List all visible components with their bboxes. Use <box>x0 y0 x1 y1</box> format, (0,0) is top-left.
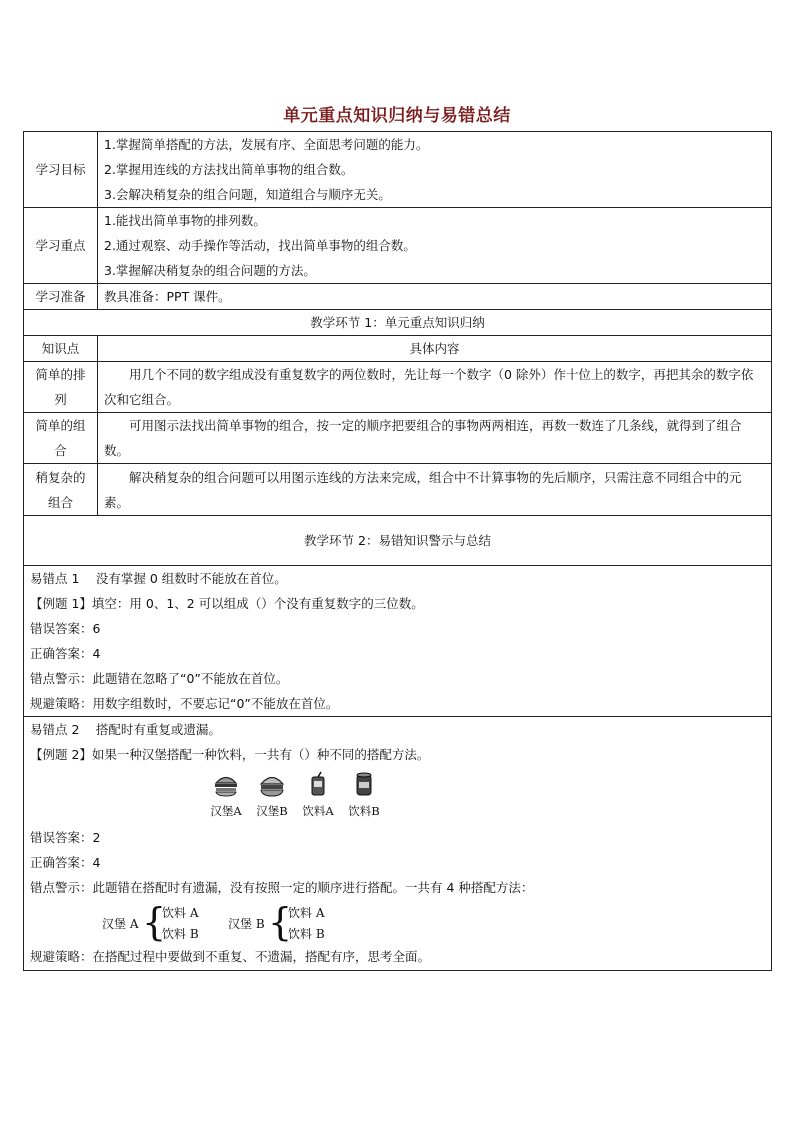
knowledge-row <box>24 413 772 464</box>
keypoints-row <box>24 208 772 284</box>
page-title: 单元重点知识归纳与易错总结 <box>283 106 511 126</box>
avoid-strategy: 规避策略：在搭配过程中要做到不重复、不遗漏，搭配有序，思考全面。 <box>30 949 431 964</box>
error1-row <box>24 566 772 717</box>
error2-row <box>24 717 772 971</box>
lesson-table <box>23 131 772 971</box>
icon-item: 饮料B <box>344 771 384 825</box>
column-header-content: 具体内容 <box>98 336 772 362</box>
error-warning: 错点警示：此题错在忽略了“0”不能放在首位。 <box>30 671 289 686</box>
prep-content: 教具准备：PPT 课件。 <box>98 284 772 310</box>
section2-heading: 教学环节 2：易错知识警示与总结 <box>24 516 772 566</box>
keypoints-content <box>98 208 772 284</box>
knowledge-name: 简单的排列 <box>24 362 98 413</box>
brace-icon: { <box>142 900 167 944</box>
keypoints-label: 学习重点 <box>24 208 98 284</box>
icon-item: 汉堡B <box>252 771 292 825</box>
knowledge-name: 简单的组合 <box>24 413 98 464</box>
drink-b-icon <box>351 771 377 797</box>
avoid-strategy: 规避策略：用数字组数时，不要忘记“0”不能放在首位。 <box>30 696 339 711</box>
icon-item: 饮料A <box>298 771 338 825</box>
goal-item: 1.掌握简单搭配的方法，发展有序、全面思考问题的能力。 <box>104 137 429 152</box>
keypoint-item: 2.通过观察、动手操作等活动，找出简单事物的组合数。 <box>104 238 416 253</box>
prep-label: 学习准备 <box>24 284 98 310</box>
pairing-drink: 饮料 A <box>288 906 325 920</box>
example-question: 【例题 2】如果一种汉堡搭配一种饮料，一共有（）种不同的搭配方法。 <box>30 747 430 762</box>
knowledge-name: 稍复杂的组合 <box>24 464 98 516</box>
drink-a-icon <box>305 771 331 797</box>
knowledge-content: 用几个不同的数字组成没有重复数字的两位数时，先让每一个数字（0 除外）作十位上的数字，再把其余的数字依次和它组合。 <box>98 362 772 413</box>
section1-heading: 教学环节 1：单元重点知识归纳 <box>24 310 772 336</box>
prep-row <box>24 284 772 310</box>
error-warning: 错点警示：此题错在搭配时有遗漏，没有按照一定的顺序进行搭配。一共有 4 种搭配方法： <box>30 880 534 895</box>
column-header-knowledge: 知识点 <box>24 336 98 362</box>
section1-row <box>24 310 772 336</box>
icon-item: 汉堡A <box>206 771 246 825</box>
knowledge-content: 解决稍复杂的组合问题可以用图示连线的方法来完成，组合中不计算事物的先后顺序，只需注意不同组合中的元素。 <box>98 464 772 516</box>
knowledge-content: 可用图示法找出简单事物的组合，按一定的顺序把要组合的事物两两相连，再数一数连了几条线，就得到了组合数。 <box>98 413 772 464</box>
knowledge-row <box>24 362 772 413</box>
pairing-diagram <box>30 900 765 944</box>
keypoint-item: 1.能找出简单事物的排列数。 <box>104 213 266 228</box>
error-point: 易错点 1 没有掌握 0 组数时不能放在首位。 <box>30 571 287 586</box>
pairing-burger: 汉堡 A <box>102 917 139 931</box>
goal-item: 3.会解决稍复杂的组合问题，知道组合与顺序无关。 <box>104 187 391 202</box>
example-question: 【例题 1】填空：用 0、1、2 可以组成（）个没有重复数字的三位数。 <box>30 596 424 611</box>
burger-a-icon <box>213 771 239 797</box>
pairing-drink: 饮料 A <box>162 906 199 920</box>
pairing-burger: 汉堡 B <box>228 917 265 931</box>
wrong-answer: 错误答案：2 <box>30 830 101 845</box>
correct-answer: 正确答案：4 <box>30 646 101 661</box>
pairing-drink: 饮料 B <box>288 927 325 941</box>
burger-b-icon <box>259 771 285 797</box>
goals-content <box>98 132 772 208</box>
wrong-answer: 错误答案：6 <box>30 621 101 636</box>
correct-answer: 正确答案：4 <box>30 855 101 870</box>
brace-icon: { <box>268 900 293 944</box>
section2-row <box>24 516 772 566</box>
error1-block <box>24 566 772 717</box>
goal-item: 2.掌握用连线的方法找出简单事物的组合数。 <box>104 162 354 177</box>
goals-row <box>24 132 772 208</box>
knowledge-row <box>24 464 772 516</box>
goals-label: 学习目标 <box>24 132 98 208</box>
column-header-row <box>24 336 772 362</box>
error2-block <box>24 717 772 971</box>
keypoint-item: 3.掌握解决稍复杂的组合问题的方法。 <box>104 263 316 278</box>
food-icons <box>206 771 765 825</box>
error-point: 易错点 2 搭配时有重复或遗漏。 <box>30 722 221 737</box>
pairing-drink: 饮料 B <box>162 927 199 941</box>
